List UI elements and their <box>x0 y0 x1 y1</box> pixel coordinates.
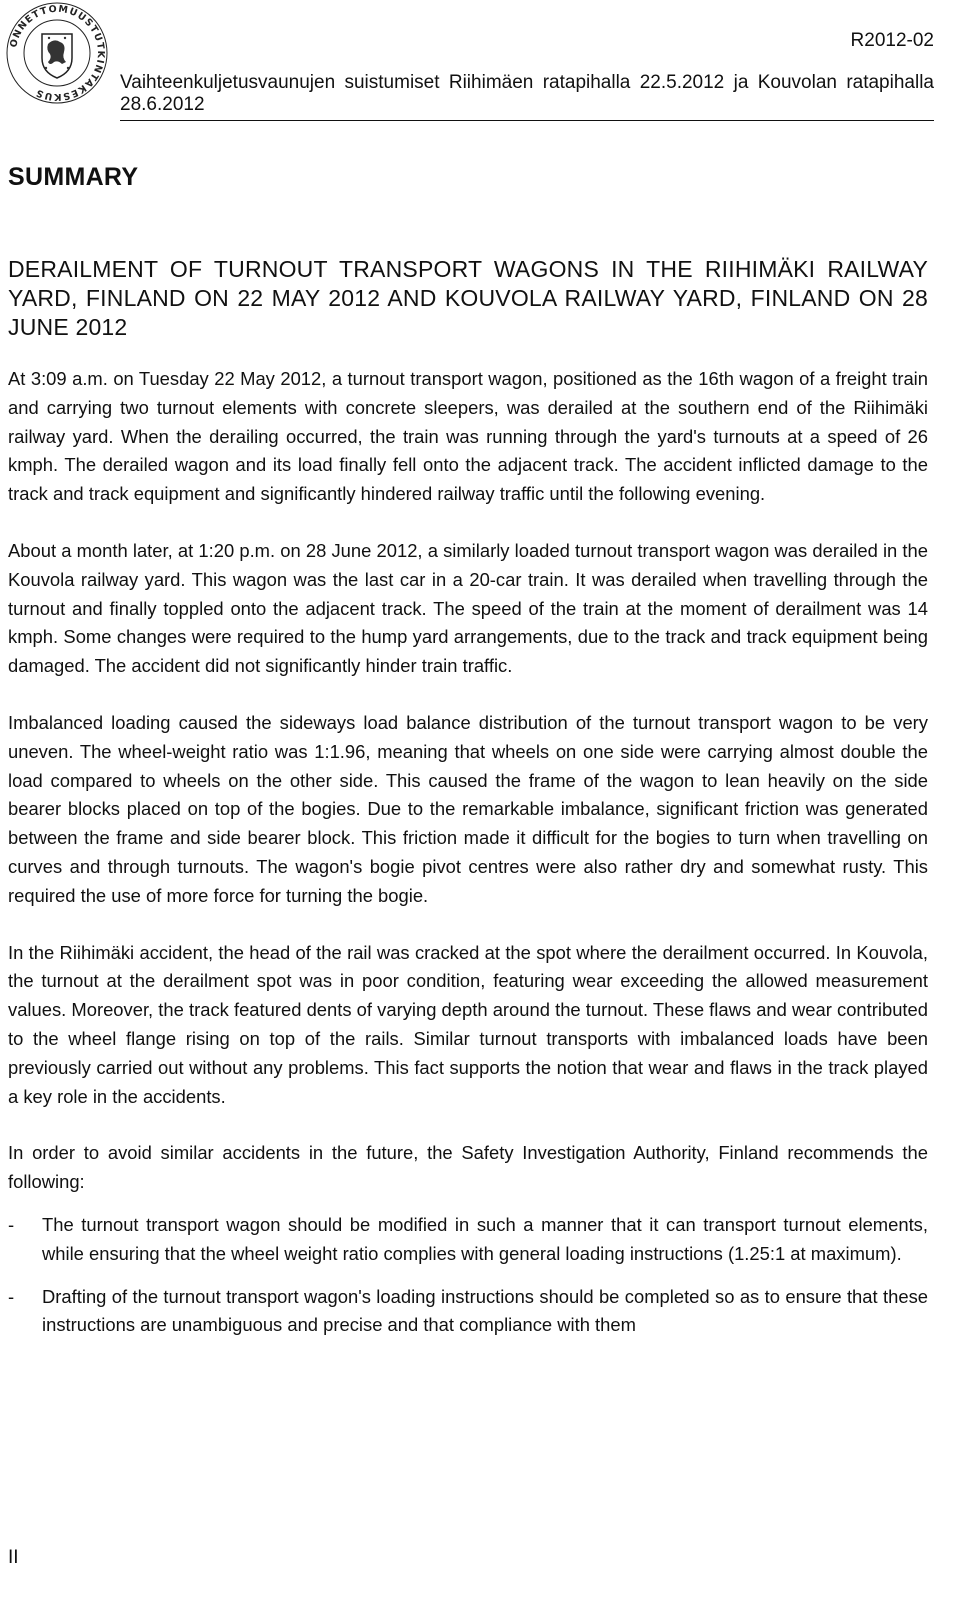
paragraph: In the Riihimäki accident, the head of the rail was cracked at the spot where the derailment occurred. In Kouvola, the turnout at the derailment spot was in poor condition, featuring wear exceeding the allowed measurement values. Moreover, the track featured dents of varying depth around the turnout. These flaws and wear contributed to the wheel flange rising on top of the rails. Similar turnout transports with imbalanced loads have been previously carried out without any problems. This fact supports the notion that wear and flaws in the track played a key role in the accidents. <box>8 941 928 1107</box>
paragraph: At 3:09 a.m. on Tuesday 22 May 2012, a turnout transport wagon, positioned as the 16th wagon of a freight train and carrying two turnout elements with concrete sleepers, was derailed at the southern end of the Riihimäki railway yard. When the derailing occurred, the train was running through the yard's turnouts at a speed of 26 kmph. The derailed wagon and its load finally fell onto the adjacent track. The accident inflicted damage to the track and track equipment and significantly hindered railway traffic until the following evening. <box>8 368 928 505</box>
paragraph: In order to avoid similar accidents in the future, the Safety Investigation Authority, Finland recommends the following: <box>8 1142 928 1193</box>
recommendation-item <box>8 1211 928 1269</box>
report-number: R2012-02 <box>850 30 934 51</box>
recommendation-text: The turnout transport wagon should be modified in such a manner that it can transport turnout elements, while ensuring that the wheel weight ratio complies with general loading instructions (1.25:1 at maximum). <box>42 1213 928 1264</box>
summary-heading: SUMMARY <box>8 163 139 191</box>
document-title: DERAILMENT OF TURNOUT TRANSPORT WAGONS IN THE RIIHIMÄKI RAILWAY YARD, FINLAND ON 22 MAY 2012 AND KOUVOLA RAILWAY YARD, FINLAND ON 28 JUNE 2012 <box>8 256 928 340</box>
recommendation-list <box>8 1211 928 1340</box>
agency-seal-logo <box>4 0 110 106</box>
svg-text:ONNETTOMUUSTUTKINTAKESKUS: ONNETTOMUUSTUTKINTAKESKUS <box>8 3 107 103</box>
list-marker: - <box>8 1213 15 1235</box>
list-marker: - <box>8 1285 15 1307</box>
header-divider <box>120 120 934 121</box>
recommendation-item <box>8 1283 928 1341</box>
header-title-line2: 28.6.2012 <box>120 94 205 115</box>
recommendation-text: Drafting of the turnout transport wagon's loading instructions should be completed so as to ensure that these instructions are unambiguous and precise and that compliance with them <box>42 1285 928 1336</box>
paragraph: About a month later, at 1:20 p.m. on 28 June 2012, a similarly loaded turnout transport wagon was derailed in the Kouvola railway yard. This wagon was the last car in a 20-car train. It was derailed when travelling through the turnout and finally toppled onto the adjacent track. The speed of the train at the moment of derailment was 14 kmph. Some changes were required to the hump yard arrangements, due to the track and track equipment being damaged. The accident did not significantly hinder train traffic. <box>8 539 928 677</box>
page-number: II <box>8 1547 19 1568</box>
header-title-line1: Vaihteenkuljetusvaunujen suistumiset Riihimäen ratapihalla 22.5.2012 ja Kouvolan ratapihalla <box>120 72 934 93</box>
summary-body <box>8 365 928 1354</box>
paragraph: Imbalanced loading caused the sideways load balance distribution of the turnout transport wagon to be very uneven. The wheel-weight ratio was 1:1.96, meaning that wheels on one side were carrying almost double the load compared to wheels on the other side. This caused the frame of the wagon to lean heavily on the side bearer blocks placed on top of the bogies. Due to the remarkable imbalance, significant friction was generated between the frame and side bearer block. This friction made it difficult for the bogies to turn when travelling on curves and through turnouts. The wagon's bogie pivot centres were also rather dry and somewhat rusty. This required the use of more force for turning the bogie. <box>8 711 928 906</box>
